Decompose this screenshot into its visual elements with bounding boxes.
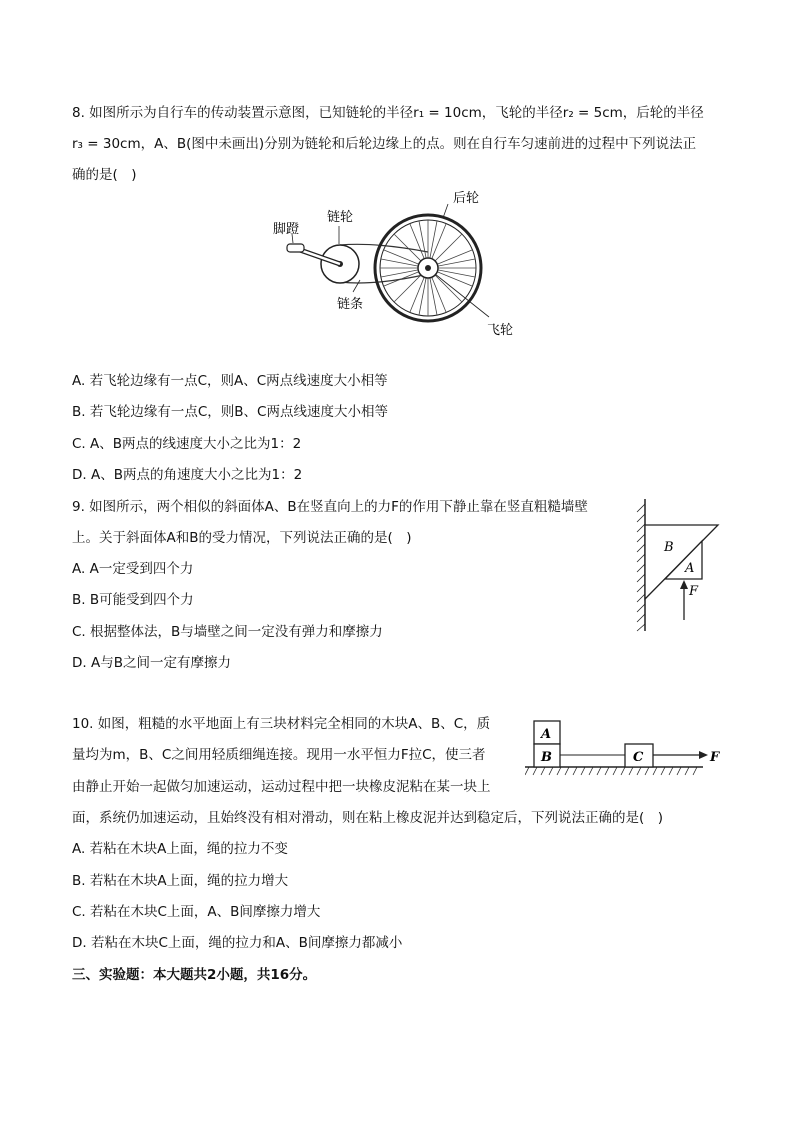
- chainring-label: 链轮: [327, 210, 354, 225]
- q10-stem-line-4: 面，系统仍加速运动，且始终没有相对滑动，则在粘上橡皮泥并达到稳定后，下列说法正确的是( ): [72, 810, 664, 826]
- q9-option-b: B. B可能受到四个力: [72, 592, 194, 608]
- q10-option-c: C. 若粘在木块C上面，A、B间摩擦力增大: [72, 904, 321, 920]
- chain-label: 链条: [337, 297, 364, 312]
- block-b-label: B: [664, 540, 674, 555]
- q10-option-d: D. 若粘在木块C上面，绳的拉力和A、B间摩擦力都减小: [72, 935, 403, 951]
- q9-option-d: D. A与B之间一定有摩擦力: [72, 655, 231, 671]
- q8-stem-line-3: 确的是( ): [72, 167, 137, 183]
- inclined-blocks-figure: [632, 496, 727, 636]
- q9-stem-line-1: 9. 如图所示，两个相似的斜面体A、B在竖直向上的力F的作用下静止靠在竖直粗糙墙壁: [72, 499, 588, 515]
- q8-option-a: A. 若飞轮边缘有一点C，则A、C两点线速度大小相等: [72, 373, 388, 389]
- pedal-label: 脚蹬: [273, 222, 300, 237]
- force-f-label: F: [689, 584, 699, 599]
- q9-stem-line-2: 上。关于斜面体A和B的受力情况，下列说法正确的是( ): [72, 530, 412, 546]
- q10-option-a: A. 若粘在木块A上面，绳的拉力不变: [72, 841, 288, 857]
- section-3-heading: 三、实验题：本大题共2小题，共16分。: [72, 967, 317, 983]
- q8-stem-line-2: r₃ = 30cm，A、B(图中未画出)分别为链轮和后轮边缘上的点。则在自行车匀速前进的过程中下列说法正: [72, 136, 697, 152]
- block-a-label: A: [685, 561, 695, 576]
- block-a-label: A: [541, 727, 552, 742]
- q10-stem-line-1: 10. 如图，粗糙的水平地面上有三块材料完全相同的木块A、B、C，质: [72, 716, 491, 732]
- q8-option-b: B. 若飞轮边缘有一点C，则B、C两点线速度大小相等: [72, 404, 388, 420]
- block-c-label: C: [633, 750, 644, 765]
- block-b-label: B: [541, 750, 552, 765]
- q8-option-c: C. A、B两点的线速度大小之比为1：2: [72, 436, 302, 452]
- q10-stem-line-3: 由静止开始一起做匀加速运动，运动过程中把一块橡皮泥粘在某一块上: [72, 779, 491, 795]
- bicycle-transmission-figure: [265, 182, 535, 342]
- q10-stem-line-2: 量均为m，B、C之间用轻质细绳连接。现用一水平恒力F拉C，使三者: [72, 747, 486, 763]
- q9-option-c: C. 根据整体法，B与墙壁之间一定没有弹力和摩擦力: [72, 624, 383, 640]
- rear-wheel-label: 后轮: [453, 191, 480, 206]
- three-blocks-figure: [525, 716, 725, 780]
- q10-option-b: B. 若粘在木块A上面，绳的拉力增大: [72, 873, 289, 889]
- q8-option-d: D. A、B两点的角速度大小之比为1：2: [72, 467, 303, 483]
- force-f-label: F: [710, 750, 720, 765]
- q9-option-a: A. A一定受到四个力: [72, 561, 194, 577]
- q8-stem-line-1: 8. 如图所示为自行车的传动装置示意图，已知链轮的半径r₁ = 10cm，飞轮的半径r₂ = 5cm，后轮的半径: [72, 105, 704, 121]
- flywheel-label: 飞轮: [487, 323, 514, 338]
